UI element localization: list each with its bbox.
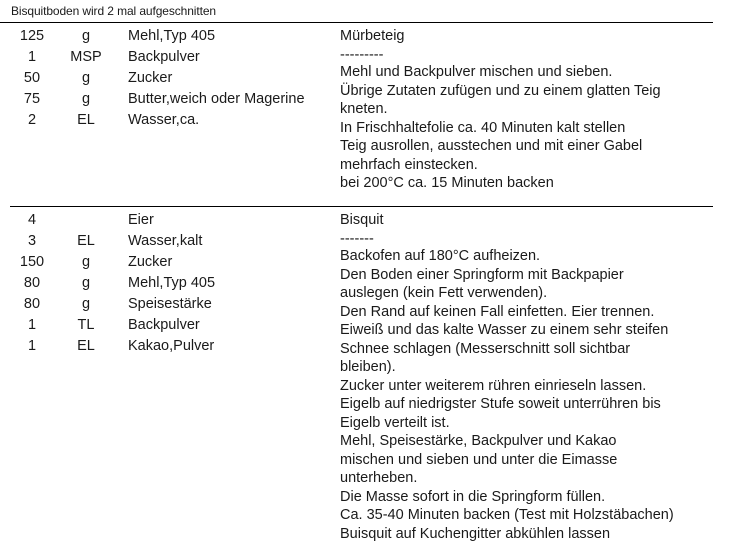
instruction-line: bleiben). — [340, 359, 396, 375]
ingredient-unit: g — [81, 28, 91, 44]
ingredient-name: Backpulver — [128, 49, 200, 65]
ingredient-unit: g — [81, 296, 91, 312]
recipe-title: Mürbeteig — [340, 28, 405, 44]
ingredient-unit: TL — [77, 317, 95, 333]
ingredient-name: Mehl,Typ 405 — [128, 28, 216, 44]
ingredient-quantity: 80 — [23, 296, 41, 312]
ingredient-row — [0, 47, 330, 68]
ingredient-row — [0, 26, 330, 47]
ingredient-name: Wasser,ca. — [128, 112, 200, 128]
instruction-line: mehrfach einstecken. — [340, 156, 478, 173]
ingredient-quantity: 125 — [19, 28, 45, 44]
instruction-line: bei 200°C ca. 15 Minuten backen — [340, 175, 554, 191]
instruction-line: mischen und sieben und unter die Eimasse — [340, 451, 618, 468]
ingredient-list — [0, 26, 330, 131]
instruction-line: In Frischhaltefolie ca. 40 Minuten kalt stellen — [340, 119, 626, 136]
instruction-line: Teig ausrollen, ausstechen und mit einer Gabel — [340, 138, 643, 154]
instruction-line: Eigelb verteilt ist. — [340, 414, 450, 431]
ingredient-unit: g — [81, 275, 91, 291]
ingredient-row — [0, 89, 330, 110]
ingredient-name: Eier — [128, 212, 154, 228]
recipe-title: Bisquit — [340, 212, 384, 228]
ingredient-quantity: 80 — [23, 275, 41, 291]
ingredient-name: Backpulver — [128, 317, 200, 333]
ingredient-unit: EL — [77, 338, 95, 354]
instruction-line: Mehl und Backpulver mischen und sieben. — [340, 64, 613, 80]
ingredient-unit: EL — [77, 233, 95, 249]
ingredient-quantity: 1 — [27, 338, 37, 354]
ingredient-row — [0, 294, 330, 315]
ingredient-unit: g — [81, 70, 91, 86]
instruction-line: Schnee schlagen (Messerschnitt soll sichtbar — [340, 340, 631, 357]
top-divider — [0, 22, 713, 23]
ingredient-name: Zucker — [128, 254, 173, 270]
instruction-line: Ca. 35-40 Minuten backen (Test mit Holzstäbachen) — [340, 507, 674, 523]
ingredient-unit: g — [81, 254, 91, 270]
ingredient-name: Zucker — [128, 70, 173, 86]
ingredient-name: Mehl,Typ 405 — [128, 275, 216, 291]
instruction-block — [340, 26, 730, 193]
ingredient-name: Kakao,Pulver — [128, 338, 215, 354]
ingredient-unit: EL — [77, 112, 95, 128]
instruction-line: Mehl, Speisestärke, Backpulver und Kakao — [340, 433, 617, 449]
document-caption: Bisquitboden wird 2 mal aufgeschnitten — [11, 4, 216, 18]
ingredient-row — [0, 231, 330, 252]
instruction-line: Buisquit auf Kuchengitter abkühlen lassen — [340, 525, 611, 542]
ingredient-row — [0, 273, 330, 294]
instruction-block — [340, 210, 730, 543]
instruction-line: Die Masse sofort in die Springform füllen. — [340, 488, 606, 505]
ingredient-quantity: 50 — [23, 70, 41, 86]
ingredient-row — [0, 210, 330, 231]
ingredient-name: Speisestärke — [128, 296, 212, 312]
ingredient-unit: g — [81, 91, 91, 107]
ingredient-quantity: 150 — [19, 254, 45, 270]
ingredient-row — [0, 315, 330, 336]
instruction-line: auslegen (kein Fett verwenden). — [340, 285, 548, 301]
instruction-line: kneten. — [340, 101, 388, 117]
ingredient-row — [0, 68, 330, 89]
ingredient-quantity: 75 — [23, 91, 41, 107]
ingredient-row — [0, 252, 330, 273]
ingredient-name: Butter,weich oder Magerine — [128, 91, 305, 107]
instruction-line: Zucker unter weiterem rühren einrieseln lassen. — [340, 377, 647, 394]
ingredient-quantity: 1 — [27, 317, 37, 333]
instruction-line: Den Boden einer Springform mit Backpapier — [340, 266, 624, 283]
instruction-line: Eiweiß und das kalte Wasser zu einem sehr steifen — [340, 322, 669, 338]
ingredient-quantity: 2 — [27, 112, 37, 128]
instruction-line: Den Rand auf keinen Fall einfetten. Eier trennen. — [340, 303, 655, 320]
ingredient-quantity: 1 — [27, 49, 37, 65]
instruction-line: Backofen auf 180°C aufheizen. — [340, 248, 541, 264]
instruction-line: unterheben. — [340, 470, 418, 486]
ingredient-name: Wasser,kalt — [128, 233, 203, 249]
title-separator: --------- — [340, 47, 384, 63]
ingredient-quantity: 4 — [27, 212, 37, 228]
instruction-line: Übrige Zutaten zufügen und zu einem glatten Teig — [340, 82, 661, 99]
ingredient-row — [0, 336, 330, 357]
ingredient-row — [0, 110, 330, 131]
title-separator: ------- — [340, 231, 374, 247]
ingredient-list — [0, 210, 330, 357]
ingredient-quantity: 3 — [27, 233, 37, 249]
section-divider — [10, 206, 713, 207]
ingredient-unit: MSP — [70, 49, 102, 65]
instruction-line: Eigelb auf niedrigster Stufe soweit unterrühren bis — [340, 396, 661, 412]
